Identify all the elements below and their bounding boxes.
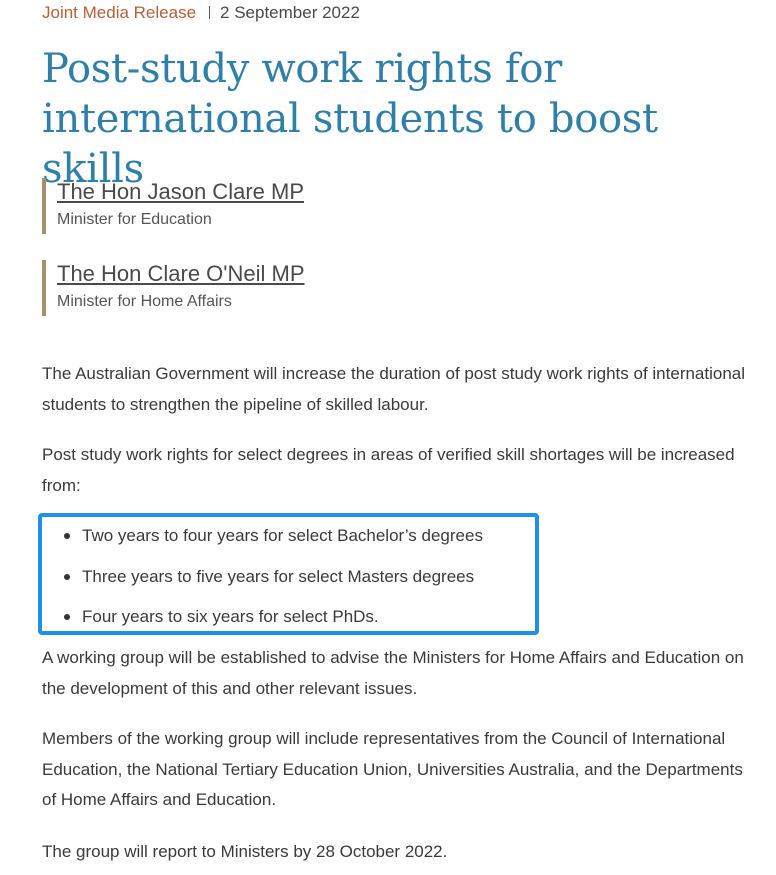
list-item-bachelors: Two years to four years for select Bachelor’s degrees	[42, 519, 483, 560]
release-type: Joint Media Release	[42, 3, 197, 22]
minister-link-jason-clare[interactable]: The Hon Jason Clare MP	[57, 179, 304, 204]
meta-divider	[209, 6, 210, 19]
minister-block-education	[42, 178, 304, 234]
list-item-masters: Three years to five years for select Masters degrees	[42, 560, 483, 601]
release-meta	[42, 3, 360, 23]
paragraph-members: Members of the working group will include representatives from the Council of International Education, the National Tertiary Education Union, Universities Australia, and the Departments of Home Affairs and Education.	[42, 729, 743, 809]
minister-link-clare-oneil[interactable]: The Hon Clare O'Neil MP	[57, 261, 305, 286]
paragraph-report: The group will report to Ministers by 28 October 2022.	[42, 842, 448, 861]
page-title: Post-study work rights for international students to boost skills	[42, 46, 658, 192]
paragraph-working-group: A working group will be established to advise the Ministers for Home Affairs and Education on the development of this and other relevant issues.	[42, 648, 744, 698]
release-date: 2 September 2022	[220, 3, 360, 22]
minister-role-education: Minister for Education	[57, 211, 212, 228]
list-item-phds: Four years to six years for select PhDs.	[42, 600, 483, 641]
minister-role-home-affairs: Minister for Home Affairs	[57, 293, 232, 310]
minister-block-home-affairs	[42, 260, 305, 316]
paragraph-intro: The Australian Government will increase the duration of post study work rights of international students to strengthen the pipeline of skilled labour.	[42, 364, 746, 414]
degree-changes-list	[42, 519, 483, 641]
paragraph-increase: Post study work rights for select degrees in areas of verified skill shortages will be increased from:	[42, 445, 735, 495]
